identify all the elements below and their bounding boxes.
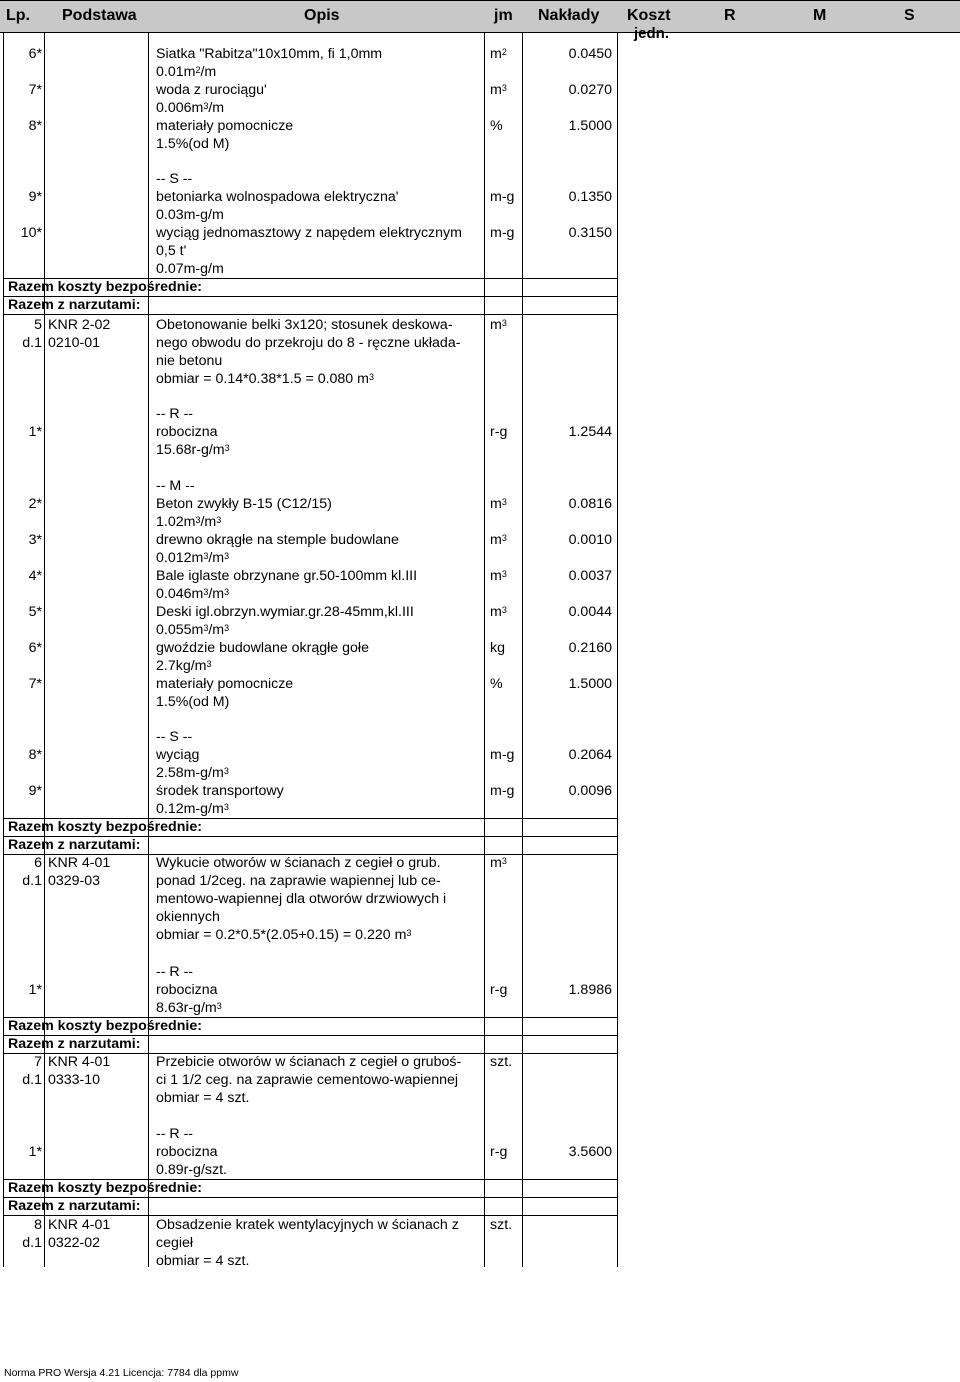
position-basis-code: 0322-02 — [48, 1235, 101, 1251]
item-description: materiały pomocnicze — [156, 118, 294, 134]
item-description: -- R -- — [156, 964, 194, 980]
item-quantity: 1.5000 — [568, 118, 612, 134]
grid-line — [148, 33, 149, 1267]
item-number: 6* — [28, 46, 42, 62]
item-description: -- R -- — [156, 406, 194, 422]
item-quantity: 0.0044 — [568, 604, 612, 620]
item-unit: $m^2$ — [490, 46, 507, 62]
header-podstawa: Podstawa — [62, 7, 137, 24]
item-number: 7* — [28, 82, 42, 98]
row-divider — [3, 1035, 617, 1036]
position-description: mentowo-wapiennej dla otworów drzwiowych i — [156, 891, 447, 907]
item-quantity: 1.5000 — [568, 676, 612, 692]
position-obmiar: obmiar = 0.2*0.5*(2.05+0.15) = 0.220 $m^3$ — [156, 927, 412, 943]
item-number: 1* — [28, 982, 42, 998]
item-description: 1.5%(od M) — [156, 136, 230, 152]
row-divider — [3, 1197, 617, 1198]
razem-label: Razem koszty bezpośrednie: — [8, 1180, 202, 1196]
item-number: 4* — [28, 568, 42, 584]
position-description: nego obwodu do przekroju do 8 - ręczne układa- — [156, 335, 461, 351]
item-number: 9* — [28, 783, 42, 799]
item-description: 0.07m-g/m — [156, 261, 224, 277]
item-unit: r-g — [490, 982, 508, 998]
item-description: $2.7kg/m^3$ — [156, 658, 212, 674]
item-unit: $m^3$ — [490, 82, 507, 98]
item-description: $0.055m^3/m^3$ — [156, 622, 230, 638]
grid-line — [44, 33, 45, 1267]
item-description: $0.012m^3/m^3$ — [156, 550, 230, 566]
item-description: wyciąg jednomasztowy z napędem elektrycznym — [156, 225, 462, 241]
razem-label: Razem koszty bezpośrednie: — [8, 279, 202, 295]
position-basis: KNR 4-01 — [48, 1054, 111, 1070]
position-description: Obetonowanie belki 3x120; stosunek deskowa- — [156, 317, 453, 333]
position-description: nie betonu — [156, 353, 223, 369]
item-unit: kg — [490, 640, 505, 656]
position-basis: KNR 4-01 — [48, 1217, 111, 1233]
item-description: środek transportowy — [156, 783, 284, 799]
position-basis-code: 0333-10 — [48, 1072, 101, 1088]
item-description: $0.12m-g/m^3$ — [156, 801, 229, 817]
item-quantity: 0.0270 — [568, 82, 612, 98]
item-description: $8.63r-g/m^3$ — [156, 1000, 222, 1016]
item-number: 5* — [28, 604, 42, 620]
item-description: Bale iglaste obrzynane gr.50-100mm kl.III — [156, 568, 418, 584]
header-opis: Opis — [304, 7, 340, 24]
position-d: d.1 — [22, 873, 42, 889]
item-quantity: 0.0096 — [568, 783, 612, 799]
item-description: betoniarka wolnospadowa elektryczna' — [156, 189, 399, 205]
position-number: 5 — [34, 317, 42, 333]
row-divider — [3, 1017, 617, 1018]
item-description: $1.02m^3/m^3$ — [156, 514, 222, 530]
item-description: materiały pomocnicze — [156, 676, 294, 692]
item-description: $0.006m^3/m$ — [156, 100, 225, 116]
position-obmiar: obmiar = 4 szt. — [156, 1090, 250, 1106]
header-r: R — [724, 7, 736, 24]
item-quantity: 1.2544 — [568, 424, 612, 440]
razem-label: Razem z narzutami: — [8, 1198, 141, 1214]
position-unit: $m^3$ — [490, 855, 507, 871]
position-basis-code: 0329-03 — [48, 873, 101, 889]
item-description: $2.58m-g/m^3$ — [156, 765, 229, 781]
razem-label: Razem koszty bezpośrednie: — [8, 819, 202, 835]
item-description: 0.03m-g/m — [156, 207, 224, 223]
item-quantity: 3.5600 — [568, 1144, 612, 1160]
item-description: $15.68r-g/m^3$ — [156, 442, 230, 458]
item-number: 8* — [28, 747, 42, 763]
position-number: 8 — [34, 1217, 42, 1233]
item-unit: m-g — [490, 225, 515, 241]
item-unit: $m^3$ — [490, 496, 507, 512]
item-unit: m-g — [490, 783, 515, 799]
item-description: $0.01m^2/m$ — [156, 64, 217, 80]
header-lp: Lp. — [6, 7, 30, 24]
item-description: -- S -- — [156, 729, 193, 745]
item-description: Siatka "Rabitza"10x10mm, fi 1,0mm — [156, 46, 383, 62]
item-description: 0,5 t' — [156, 243, 187, 259]
position-basis-code: 0210-01 — [48, 335, 101, 351]
item-number: 1* — [28, 1144, 42, 1160]
position-unit: $m^3$ — [490, 317, 507, 333]
row-divider — [3, 818, 617, 819]
position-obmiar: obmiar = 0.14*0.38*1.5 = 0.080 $m^3$ — [156, 371, 374, 387]
item-description: robocizna — [156, 982, 218, 998]
razem-label: Razem z narzutami: — [8, 297, 141, 313]
row-divider — [3, 836, 617, 837]
item-description: Beton zwykły B-15 (C12/15) — [156, 496, 332, 512]
item-description: gwoździe budowlane okrągłe gołe — [156, 640, 369, 656]
item-number: 3* — [28, 532, 42, 548]
position-d: d.1 — [22, 335, 42, 351]
row-divider — [3, 1179, 617, 1180]
item-number: 1* — [28, 424, 42, 440]
item-description: robocizna — [156, 1144, 218, 1160]
header-s: S — [904, 7, 915, 24]
item-description: woda z rurociągu' — [156, 82, 267, 98]
position-description: ci 1 1/2 ceg. na zaprawie cementowo-wapiennej — [156, 1072, 459, 1088]
header-naklady: Nakłady — [538, 7, 600, 24]
item-number: 6* — [28, 640, 42, 656]
header-jm: jm — [494, 7, 513, 24]
item-quantity: 0.0037 — [568, 568, 612, 584]
position-basis: KNR 4-01 — [48, 855, 111, 871]
position-description: okiennych — [156, 909, 220, 925]
item-unit: r-g — [490, 424, 508, 440]
item-description: drewno okrągłe na stemple budowlane — [156, 532, 399, 548]
position-unit: szt. — [490, 1054, 513, 1070]
table-header — [0, 0, 960, 42]
header-koszt-jedn: jedn. — [634, 25, 670, 42]
razem-label: Razem z narzutami: — [8, 837, 141, 853]
item-number: 8* — [28, 118, 42, 134]
position-d: d.1 — [22, 1235, 42, 1251]
item-number: 2* — [28, 496, 42, 512]
item-unit: $m^3$ — [490, 568, 507, 584]
item-description: robocizna — [156, 424, 218, 440]
item-description: wyciąg — [156, 747, 200, 763]
position-description: cegieł — [156, 1235, 194, 1251]
position-description: Obsadzenie kratek wentylacyjnych w ścianach z — [156, 1217, 459, 1233]
item-quantity: 0.3150 — [568, 225, 612, 241]
item-quantity: 0.0816 — [568, 496, 612, 512]
position-description: ponad 1/2ceg. na zaprawie wapiennej lub ce- — [156, 873, 441, 889]
position-obmiar: obmiar = 4 szt. — [156, 1253, 250, 1269]
item-unit: $m^3$ — [490, 532, 507, 548]
footer-license: Norma PRO Wersja 4.21 Licencja: 7784 dla ppmw — [4, 1367, 239, 1379]
grid-line — [617, 33, 618, 1267]
item-quantity: 0.2160 — [568, 640, 612, 656]
item-quantity: 0.0010 — [568, 532, 612, 548]
header-m: M — [813, 7, 827, 24]
position-unit: szt. — [490, 1217, 513, 1233]
razem-label: Razem z narzutami: — [8, 1036, 141, 1052]
item-number: 10* — [20, 225, 42, 241]
item-description: -- S -- — [156, 171, 193, 187]
row-divider — [3, 278, 617, 279]
item-quantity: 0.0450 — [568, 46, 612, 62]
item-description: 1.5%(od M) — [156, 694, 230, 710]
position-basis: KNR 2-02 — [48, 317, 111, 333]
item-quantity: 1.8986 — [568, 982, 612, 998]
item-description: 0.89r-g/szt. — [156, 1162, 227, 1178]
item-description: Deski igl.obrzyn.wymiar.gr.28-45mm,kl.III — [156, 604, 414, 620]
position-description: Wykucie otworów w ścianach z cegieł o grub. — [156, 855, 441, 871]
item-unit: % — [490, 118, 503, 134]
item-unit: r-g — [490, 1144, 508, 1160]
item-description: -- M -- — [156, 478, 195, 494]
item-description: $0.046m^3/m^3$ — [156, 586, 230, 602]
razem-label: Razem koszty bezpośrednie: — [8, 1018, 202, 1034]
position-description: Przebicie otworów w ścianach z cegieł o gruboś- — [156, 1054, 462, 1070]
item-quantity: 0.1350 — [568, 189, 612, 205]
item-description: -- R -- — [156, 1126, 194, 1142]
grid-line — [484, 33, 485, 1267]
item-unit: $m^3$ — [490, 604, 507, 620]
position-number: 7 — [34, 1054, 42, 1070]
item-number: 7* — [28, 676, 42, 692]
item-quantity: 0.2064 — [568, 747, 612, 763]
position-d: d.1 — [22, 1072, 42, 1088]
header-koszt: Koszt — [627, 7, 671, 24]
row-divider — [3, 314, 617, 315]
item-number: 9* — [28, 189, 42, 205]
item-unit: % — [490, 676, 503, 692]
item-unit: m-g — [490, 747, 515, 763]
position-number: 6 — [34, 855, 42, 871]
item-unit: m-g — [490, 189, 515, 205]
row-divider — [3, 296, 617, 297]
